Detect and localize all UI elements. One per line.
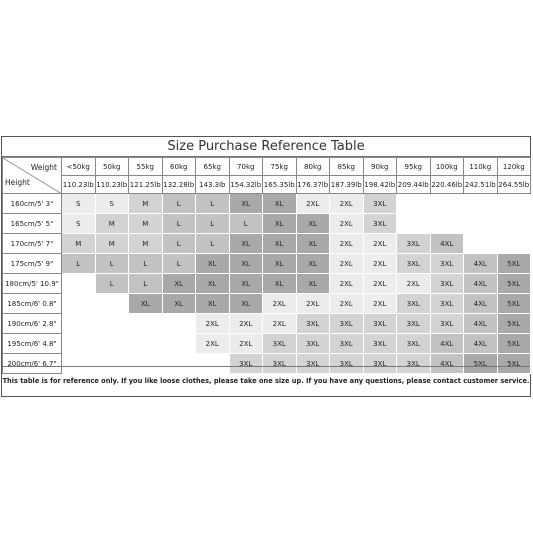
size-cell: 4XL (430, 334, 464, 354)
size-cell: 5XL (497, 254, 531, 274)
size-cell: L (196, 194, 230, 214)
size-cell: 2XL (229, 314, 263, 334)
size-cell: 3XL (397, 294, 431, 314)
size-cell: 3XL (363, 354, 397, 374)
size-cell: M (129, 234, 163, 254)
height-label: 200cm/6' 6.7" (3, 354, 62, 374)
height-label: 180cm/5' 10.9" (3, 274, 62, 294)
table-row (3, 294, 531, 314)
size-cell (62, 294, 96, 314)
weight-kg-header: 80kg (296, 158, 330, 176)
size-cell: 2XL (330, 194, 364, 214)
size-cell: XL (296, 214, 330, 234)
size-cell: L (129, 254, 163, 274)
size-cell (497, 214, 531, 234)
weight-lb-header: 220.46lb (430, 176, 464, 194)
size-cell: 3XL (430, 314, 464, 334)
size-cell: XL (196, 294, 230, 314)
size-cell: 2XL (330, 254, 364, 274)
height-label: 175cm/5' 9" (3, 254, 62, 274)
weight-lb-header: 121.25lb (129, 176, 163, 194)
size-cell: XL (229, 234, 263, 254)
weight-lb-header: 110.23lb (62, 176, 96, 194)
weight-kg-header: 60kg (162, 158, 196, 176)
weight-kg-header: 120kg (497, 158, 531, 176)
size-cell: 4XL (464, 314, 498, 334)
size-cell: L (95, 254, 129, 274)
size-cell: L (129, 274, 163, 294)
weight-kg-header: 90kg (363, 158, 397, 176)
size-cell: 2XL (229, 334, 263, 354)
size-cell: L (162, 194, 196, 214)
size-cell: L (162, 254, 196, 274)
size-cell: 3XL (296, 314, 330, 334)
size-cell: 3XL (397, 354, 431, 374)
size-cell: 4XL (430, 354, 464, 374)
table-row (3, 234, 531, 254)
size-cell: XL (229, 294, 263, 314)
size-cell (430, 214, 464, 234)
size-grid (2, 157, 531, 374)
size-cell: XL (263, 214, 297, 234)
weight-kg-header: 85kg (330, 158, 364, 176)
weight-lb-row (3, 176, 531, 194)
size-cell: XL (229, 274, 263, 294)
corner-cell (3, 158, 62, 194)
weight-kg-header: 55kg (129, 158, 163, 176)
size-cell: 3XL (296, 354, 330, 374)
size-cell (129, 334, 163, 354)
size-cell: L (229, 214, 263, 234)
size-cell: XL (263, 274, 297, 294)
size-cell: 5XL (497, 294, 531, 314)
size-cell: 3XL (363, 314, 397, 334)
weight-kg-header: 95kg (397, 158, 431, 176)
size-cell (464, 194, 498, 214)
size-cell (162, 334, 196, 354)
size-cell: 3XL (397, 254, 431, 274)
size-cell: 3XL (397, 234, 431, 254)
size-cell: XL (263, 254, 297, 274)
size-cell: 3XL (229, 354, 263, 374)
size-cell: L (62, 254, 96, 274)
weight-lb-header: 176.37lb (296, 176, 330, 194)
weight-lb-header: 264.55lb (497, 176, 531, 194)
weight-lb-header: 198.42lb (363, 176, 397, 194)
size-cell (95, 314, 129, 334)
size-cell: L (162, 234, 196, 254)
size-cell: 2XL (330, 234, 364, 254)
size-cell: 4XL (430, 234, 464, 254)
size-cell: 2XL (397, 274, 431, 294)
weight-kg-header: 100kg (430, 158, 464, 176)
size-cell: 2XL (363, 274, 397, 294)
size-reference-table (1, 136, 531, 397)
size-cell: 2XL (196, 334, 230, 354)
height-label: 170cm/5' 7" (3, 234, 62, 254)
weight-kg-header: 110kg (464, 158, 498, 176)
weight-lb-header: 187.39lb (330, 176, 364, 194)
height-label: 160cm/5' 3" (3, 194, 62, 214)
height-label: 165cm/5' 5" (3, 214, 62, 234)
size-cell: S (62, 194, 96, 214)
size-cell: 4XL (464, 254, 498, 274)
size-cell: XL (129, 294, 163, 314)
size-cell: 3XL (363, 334, 397, 354)
size-cell: 5XL (464, 354, 498, 374)
size-cell: XL (196, 254, 230, 274)
reference-note: This table is for reference only. If you like loose clothes, please take one size up. If you have any questions, please contact customer service. (2, 366, 530, 396)
size-cell: L (196, 214, 230, 234)
size-cell: M (62, 234, 96, 254)
height-axis-label: Height (5, 178, 30, 187)
height-label: 195cm/6' 4.8" (3, 334, 62, 354)
size-cell: L (162, 214, 196, 234)
size-cell (397, 214, 431, 234)
height-label: 185cm/6' 0.8" (3, 294, 62, 314)
size-cell (464, 234, 498, 254)
size-cell: 2XL (196, 314, 230, 334)
weight-axis-label: Weight (30, 163, 57, 172)
weight-lb-header: 242.51lb (464, 176, 498, 194)
size-cell: XL (229, 254, 263, 274)
size-cell (464, 214, 498, 234)
weight-kg-header: 70kg (229, 158, 263, 176)
size-cell (162, 314, 196, 334)
size-cell: 4XL (464, 294, 498, 314)
size-cell (95, 294, 129, 314)
size-cell: M (129, 194, 163, 214)
table-row (3, 314, 531, 334)
size-cell: 3XL (363, 214, 397, 234)
size-cell: XL (296, 274, 330, 294)
weight-kg-header: 65kg (196, 158, 230, 176)
size-cell: 3XL (330, 334, 364, 354)
size-cell: 2XL (296, 294, 330, 314)
size-cell: 3XL (330, 354, 364, 374)
size-cell: L (196, 234, 230, 254)
size-cell (62, 314, 96, 334)
table-row (3, 254, 531, 274)
size-cell: 5XL (497, 334, 531, 354)
size-cell: 2XL (363, 294, 397, 314)
size-cell: S (62, 214, 96, 234)
weight-kg-header: 75kg (263, 158, 297, 176)
weight-kg-row (3, 158, 531, 176)
size-cell: 2XL (263, 294, 297, 314)
size-cell (397, 194, 431, 214)
size-cell (430, 194, 464, 214)
table-title: Size Purchase Reference Table (2, 137, 530, 157)
table-row (3, 214, 531, 234)
size-cell: 5XL (497, 354, 531, 374)
size-cell (62, 334, 96, 354)
size-cell: 3XL (397, 314, 431, 334)
size-cell: 3XL (263, 334, 297, 354)
size-cell: 3XL (397, 334, 431, 354)
weight-lb-header: 132.28lb (162, 176, 196, 194)
size-cell: 2XL (330, 294, 364, 314)
size-cell (62, 274, 96, 294)
size-cell: XL (196, 274, 230, 294)
size-cell: XL (162, 274, 196, 294)
size-cell: M (129, 214, 163, 234)
size-cell: M (95, 214, 129, 234)
table-row (3, 274, 531, 294)
weight-lb-header: 165.35lb (263, 176, 297, 194)
table-row (3, 194, 531, 214)
size-cell: 2XL (330, 214, 364, 234)
size-cell: XL (263, 234, 297, 254)
size-cell: M (95, 234, 129, 254)
size-cell (497, 194, 531, 214)
size-cell: XL (229, 194, 263, 214)
size-cell: L (95, 274, 129, 294)
size-cell: 2XL (363, 234, 397, 254)
size-cell: 3XL (263, 354, 297, 374)
table-row (3, 334, 531, 354)
size-cell: 2XL (330, 274, 364, 294)
size-cell: 3XL (430, 274, 464, 294)
weight-kg-header: <50kg (62, 158, 96, 176)
size-cell: XL (162, 294, 196, 314)
size-cell (95, 334, 129, 354)
size-cell: XL (296, 254, 330, 274)
weight-lb-header: 143.3lb (196, 176, 230, 194)
size-cell: 5XL (497, 314, 531, 334)
weight-lb-header: 209.44lb (397, 176, 431, 194)
size-cell: 3XL (296, 334, 330, 354)
size-cell: 3XL (363, 194, 397, 214)
size-cell: 2XL (363, 254, 397, 274)
size-cell: 4XL (464, 334, 498, 354)
height-label: 190cm/6' 2.8" (3, 314, 62, 334)
size-cell: 2XL (263, 314, 297, 334)
size-cell: 3XL (330, 314, 364, 334)
size-cell: 3XL (430, 294, 464, 314)
size-cell (497, 234, 531, 254)
size-cell: XL (296, 234, 330, 254)
weight-lb-header: 154.32lb (229, 176, 263, 194)
size-cell (129, 314, 163, 334)
size-cell: 5XL (497, 274, 531, 294)
weight-lb-header: 110.23lb (95, 176, 129, 194)
size-cell: 3XL (430, 254, 464, 274)
weight-kg-header: 50kg (95, 158, 129, 176)
size-cell: S (95, 194, 129, 214)
size-cell: XL (263, 194, 297, 214)
size-cell: 4XL (464, 274, 498, 294)
size-cell: 2XL (296, 194, 330, 214)
